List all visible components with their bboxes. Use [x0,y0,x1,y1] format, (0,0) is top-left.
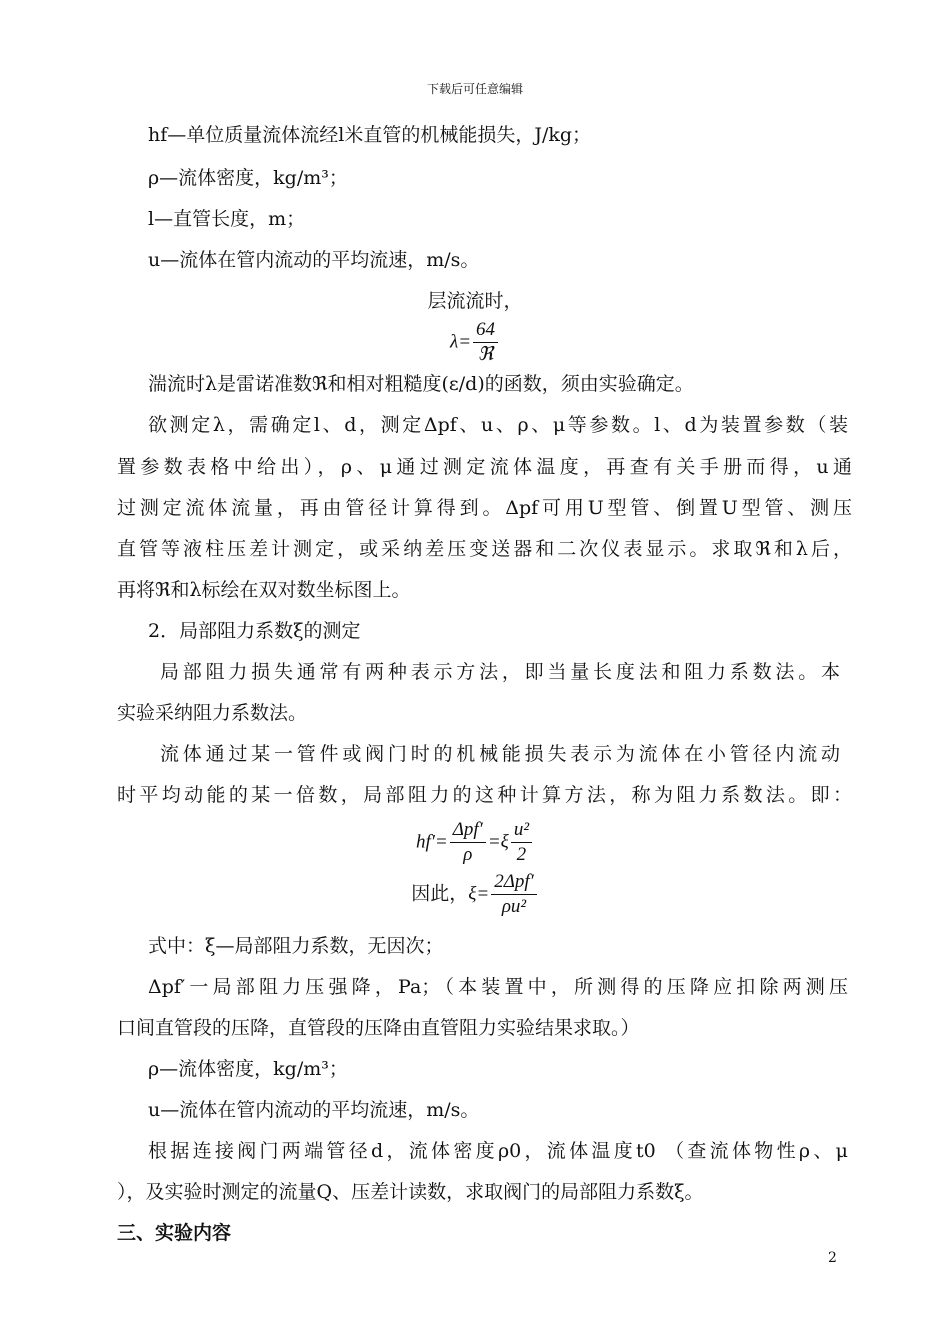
text-line: 直管等液柱压差计测定，或采纳差压变送器和二次仪表显示。求取ℜ和λ后， [117,538,852,560]
fraction-numerator: Δpf′ [450,818,486,843]
fraction-numerator: 64 [473,318,498,343]
section-subheading: 2．局部阻力系数ξ的测定 [148,620,361,642]
fraction [511,818,532,867]
equation-hf [0,818,950,867]
text-line: ρ—流体密度，kg/m³； [148,167,348,189]
text-line: 欲测定λ，需确定l、d，测定Δpf、u、ρ、μ等参数。l、d为装置参数（装 [148,414,848,436]
eq-prefix: 因此， [411,882,469,905]
fraction-numerator: 2Δpf′ [491,870,537,895]
text-line: ρ—流体密度，kg/m³； [148,1058,348,1080]
section-heading: 三、实验内容 [117,1222,232,1244]
fraction [491,870,537,919]
text-line: 时平均动能的某一倍数，局部阻力的这种计算方法，称为阻力系数法。即： [117,784,852,806]
text-line: 口间直管段的压降，直管段的压降由直管阻力实验结果求取。） [117,1017,640,1039]
text-line: 湍流时λ是雷诺准数ℜ和相对粗糙度(ε/d)的函数，须由实验确定。 [148,373,694,395]
eq-lhs: hf′= [415,831,448,853]
text-line-centered: 层流流时， [427,290,523,312]
text-line: 实验采纳阻力系数法。 [117,702,308,724]
eq-lhs: ξ= [468,883,490,905]
page-number: 2 [828,1250,837,1266]
text-line: hf—单位质量流体流经l米直管的机械能损失，J/kg； [148,124,592,146]
text-line: 流体通过某一管件或阀门时的机械能损失表示为流体在小管径内流动 [160,743,840,765]
text-line: 局部阻力损失通常有两种表示方法，即当量长度法和阻力系数法。本 [160,661,840,683]
equation-xi [0,870,950,919]
text-line: 再将ℜ和λ标绘在双对数坐标图上。 [117,579,411,601]
text-line: ），及实验时测定的流量Q、压差计读数，求取阀门的局部阻力系数ξ。 [117,1181,704,1203]
eq-lhs: λ= [449,331,472,353]
text-line: u—流体在管内流动的平均流速，m/s。 [148,249,480,271]
fraction [450,818,486,867]
fraction-denominator: ℜ [477,344,494,365]
text-line: Δpf′一局部阻力压强降，Pa；（本装置中，所测得的压降应扣除两测压 [148,976,848,998]
fraction-denominator: ρ [463,844,473,865]
text-line: 置参数表格中给出），ρ、μ通过测定流体温度，再查有关手册而得，u通 [117,456,852,478]
page-header: 下载后可任意编辑 [426,82,523,96]
text-line: l—直管长度，m； [148,208,306,230]
fraction-denominator: 2 [516,844,527,865]
text-line: 式中：ξ—局部阻力系数，无因次； [148,935,444,957]
text-line: 过测定流体流量，再由管径计算得到。Δpf可用U型管、倒置U型管、测压 [117,497,852,519]
equation-lambda [0,318,950,367]
text-line: u—流体在管内流动的平均流速，m/s。 [148,1099,480,1121]
fraction [473,318,498,367]
fraction-denominator: ρu² [501,896,527,917]
eq-mid: =ξ [487,831,509,853]
text-line: 根据连接阀门两端管径d，流体密度ρ0，流体温度t0 （查流体物性ρ、μ [148,1140,848,1162]
fraction-numerator: u² [511,818,532,843]
